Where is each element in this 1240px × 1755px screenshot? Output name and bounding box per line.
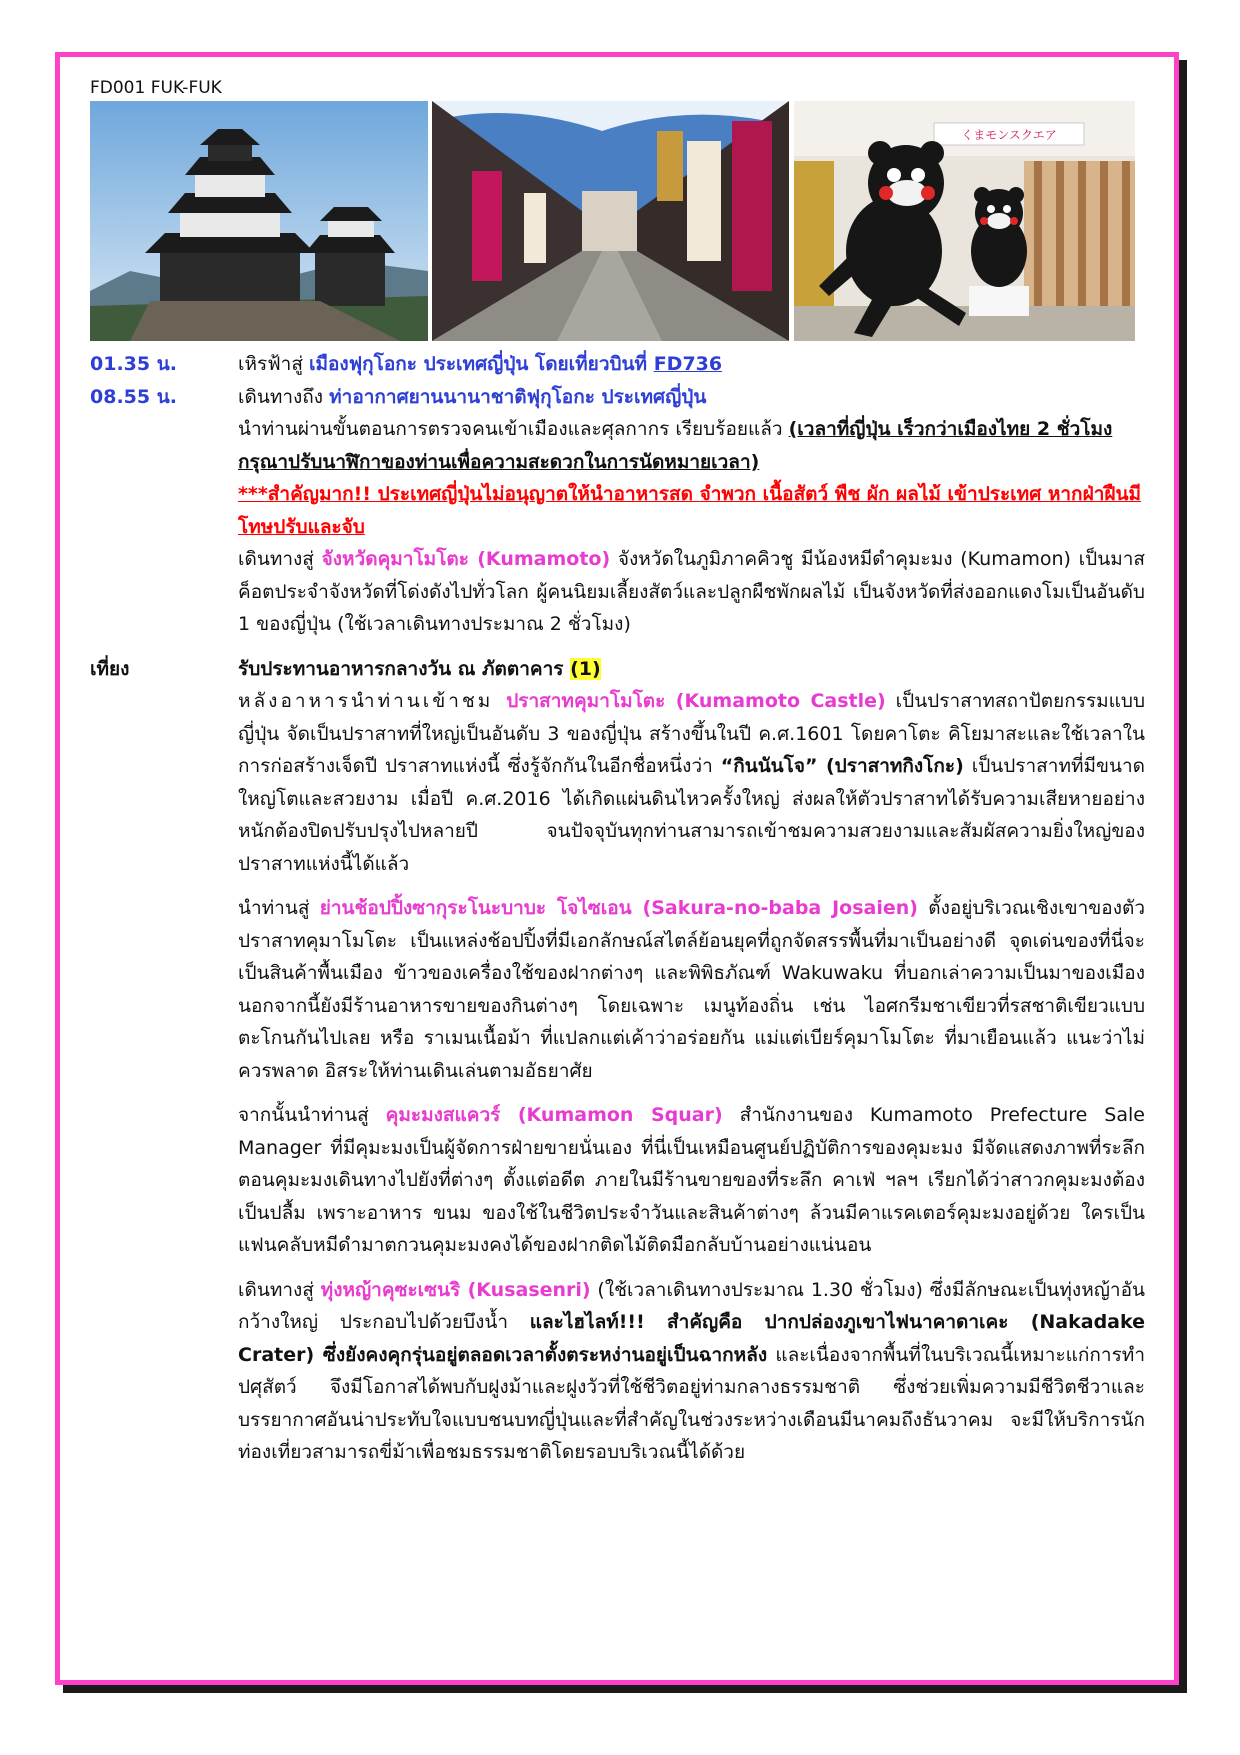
- josaien-block: [90, 892, 1145, 1087]
- arrival-time: 08.55 น.: [90, 385, 177, 408]
- lunch-text: รับประทานอาหารกลางวัน ณ ภัตตาคาร: [238, 657, 571, 680]
- josaien-name: ย่านช้อปปิ้งซากุระโนะบาบะ โจไซเอน (Sakura-no-baba Josaien): [319, 897, 918, 919]
- immigration-text: นำท่านผ่านขั้นตอนการตรวจคนเข้าเมืองและศุลกากร เรียบร้อยแล้ว: [238, 418, 789, 440]
- kumamon-photo: [794, 101, 1135, 341]
- castle-photo: [90, 101, 428, 341]
- kumamon-sign: くまモンスクエア: [961, 128, 1057, 142]
- castle-alias: “กินนันโจ” (ปราสาทกิงโกะ): [720, 755, 964, 777]
- castle-block: [90, 685, 1145, 880]
- program-code: FD001 FUK-FUK: [90, 78, 222, 98]
- itinerary-row-departure: [90, 348, 1145, 381]
- kusasenri-text-1: (ใช้เวลาเดินทางประมาณ 1.30 ชั่วโมง) ซึ่งมีลักษณะเป็นทุ่งหญ้าอันกว้างใหญ่ ประกอบไปด้วยบึงน้ำ: [238, 1278, 1145, 1333]
- flight-number: FD736: [653, 353, 723, 375]
- kusasenri-text-2: และเนื่องจากพื้นที่ในบริเวณนี้เหมาะแก่การทำปศุสัตว์ จึงมีโอกาสได้พบกับฝูงม้าและฝูงวัวที่ใช้ชีวิตอยู่ท่ามกลางธรรมชาติ ซึ่งช่วยเพิ่มความมีชีวิตชีวาและบรรยากาศอันน่าประทับใจแบบชนบทญี่ปุ่นและที่สำคัญในช่วงระหว่างเดือนมีนาคมถึงธันวาคม จะมีให้บริการนักท่องเที่ยวสามารถขี่ม้าเพื่อชมธรรมชาติโดยรอบบริเวณนี้ได้ด้วย: [238, 1343, 1145, 1463]
- kusasenri-block: [90, 1274, 1145, 1469]
- castle-text-2: เป็นปราสาทที่มีขนาดใหญ่โตและสวยงาม เมื่อปี ค.ศ.2016 ได้เกิดแผ่นดินไหวครั้งใหญ่ ส่งผลให้ตัวปราสาทได้รับความเสียหายอย่างหนักต้องปิดปรับปรุงไปหลายปี จนปัจจุบันทุกท่านสามารถเข้าชมความสวยงามและสัมผัสความยิ่งใหญ่ของปราสาทแห่งนี้ได้แล้ว: [238, 755, 1145, 875]
- josaien-text: ตั้งอยู่บริเวณเชิงเขาของตัวปราสาทคุมาโมโตะ เป็นแหล่งช้อปปิ้งที่มีเอกลักษณ์สไตล์ย้อนยุคที่ถูกจัดสรรพื้นที่มาเป็นอย่างดี จุดเด่นของที่นี่จะเป็นสินค้าพื้นเมือง ข้าวของเครื่องใช้ของฝากต่างๆ และพิพิธภัณฑ์ Wakuwaku ที่บอกเล่าความเป็นมาของเมือง นอกจากนี้ยังมีร้านอาหารขายของกินต่างๆ โดยเฉพาะ เมนูท้องถิ่น เช่น ไอศกรีมชาเขียวที่รสชาติเขียวแบบตะโกนกันไปเลย หรือ ราเมนเนื้อม้า ที่แปลกแต่เค้าว่าอร่อยกัน แม่แต่เบียร์คุมาโมโตะ ที่มาเยือนแล้ว แนะว่าไม่ควรพลาด อิสระให้ท่านเดินเล่นตามอัธยาศัย: [238, 897, 1145, 1082]
- timezone-note: (เวลาที่ญี่ปุ่น เร็วกว่าเมืองไทย 2 ชั่วโมง กรุณาปรับนาฬิกาของท่านเพื่อความสะดวกในการนัดหมายเวลา): [238, 418, 1113, 473]
- kusasenri-highlight: และไฮไลท์!!! สำคัญคือ ปากปล่องภูเขาไฟนาคาดาเคะ (Nakadake Crater) ซึ่งยังคงคุกรุ่นอยู่ตลอดเวลาตั้งตระหง่านอยู่เป็นฉากหลัง: [238, 1311, 1146, 1366]
- departure-time: 01.35 น.: [90, 353, 177, 375]
- kumamon-block: [90, 1099, 1145, 1262]
- castle-prefix: หลังอาหารนำท่านเข้าชม: [238, 690, 507, 712]
- kumamoto-text: จังหวัดในภูมิภาคคิวชู มีน้องหมีดำคุมะมง (Kumamon) เป็นมาสค็อตประจำจังหวัดที่โด่งดังไปทั่วโลก ผู้คนนิยมเลี้ยงสัตว์และปลูกผืชพักผลไม้ เป็นจังหวัดที่ส่งออกแดงโมเป็นอันดับ 1 ของญี่ปุ่น (ใช้เวลาเดินทางประมาณ 2 ชั่วโมง): [238, 548, 1146, 635]
- castle-text-1: เป็นปราสาทสถาปัตยกรรมแบบญี่ปุ่น จัดเป็นปราสาทที่ใหญ่เป็นอันดับ 3 ของญี่ปุ่น สร้างขึ้นในปี ค.ศ.1601 โดยคาโตะ คิโยมาสะและใช้เวลาในการก่อสร้างเจ็ดปี ปราสาทแห่งนี้ ซึ่งรู้จักกันในอีกชื่อหนึ่งว่า: [238, 690, 1146, 777]
- josaien-prefix: นำท่านสู่: [238, 897, 320, 919]
- kumamoto-name: จังหวัดคุมาโมโตะ (Kumamoto): [321, 548, 611, 570]
- castle-name: ปราสาทคุมาโมโตะ (Kumamoto Castle): [506, 690, 886, 712]
- lunch-row: [90, 653, 1145, 686]
- itinerary-row-arrival: [90, 381, 1145, 414]
- meal-number: (1): [570, 657, 601, 680]
- kusasenri-name: ทุ่งหญ้าคุซะเซนริ (Kusasenri): [320, 1278, 591, 1301]
- departure-prefix: เหิรฟ้าสู่: [238, 353, 309, 375]
- kumamon-name: คุมะมงสแควร์ (Kumamon Squar): [385, 1104, 723, 1126]
- street-photo: [432, 101, 789, 341]
- kumamon-prefix: จากนั้นนำท่านสู่: [238, 1104, 386, 1126]
- kumamoto-prefix: เดินทางสู่: [238, 548, 322, 570]
- kusasenri-prefix: เดินทางสู่: [238, 1278, 321, 1301]
- kumamoto-block: [90, 543, 1145, 641]
- kumamon-text: สำนักงานของ Kumamoto Prefecture Sale Manager ที่มีคุมะมงเป็นผู้จัดการฝ่ายขายนั่นเอง ที่นี่เป็นเหมือนศูนย์ปฏิบัติการของคุมะมง มีจัดแสดงภาพที่ระลึกตอนคุมะมงเดินทางไปยังที่ต่างๆ ตั้งแต่อดีต ภายในมีร้านขายของที่ระลึก คาเฟ่ ฯลฯ เรียกได้ว่าสาวกคุมะมงต้องเป็นปลื้ม เพราะอาหาร ขนม ของใช้ในชีวิตประจำวันและสินค้าต่างๆ ล้วนมีคาแรคเตอร์คุมะมงอยู่ด้วย ใครเป็นแฟนคลับหมีดำมาตกวนคุมะมงคงได้ของฝากติดไม้ติดมือกลับบ้านอย่างแน่นอน: [238, 1104, 1145, 1256]
- immigration-block: [90, 413, 1145, 543]
- itinerary-body: [90, 348, 1145, 1469]
- food-warning: ***สำคัญมาก!! ประเทศญี่ปุ่นไม่อนุญาตให้นำอาหารสด จำพวก เนื้อสัตว์ พืช ผัก ผลไม้ เข้าประเทศ หากฝ่าฝืนมีโทษปรับและจับ: [238, 483, 1142, 538]
- arrival-destination: ท่าอากาศยานนานาชาติฟุกุโอกะ ประเทศญี่ปุ่น: [329, 385, 707, 408]
- departure-destination: เมืองฟุกุโอกะ ประเทศญี่ปุ่น โดยเที่ยวบินที่: [308, 353, 654, 375]
- lunch-time: เที่ยง: [90, 657, 130, 680]
- arrival-prefix: เดินทางถึง: [238, 385, 330, 408]
